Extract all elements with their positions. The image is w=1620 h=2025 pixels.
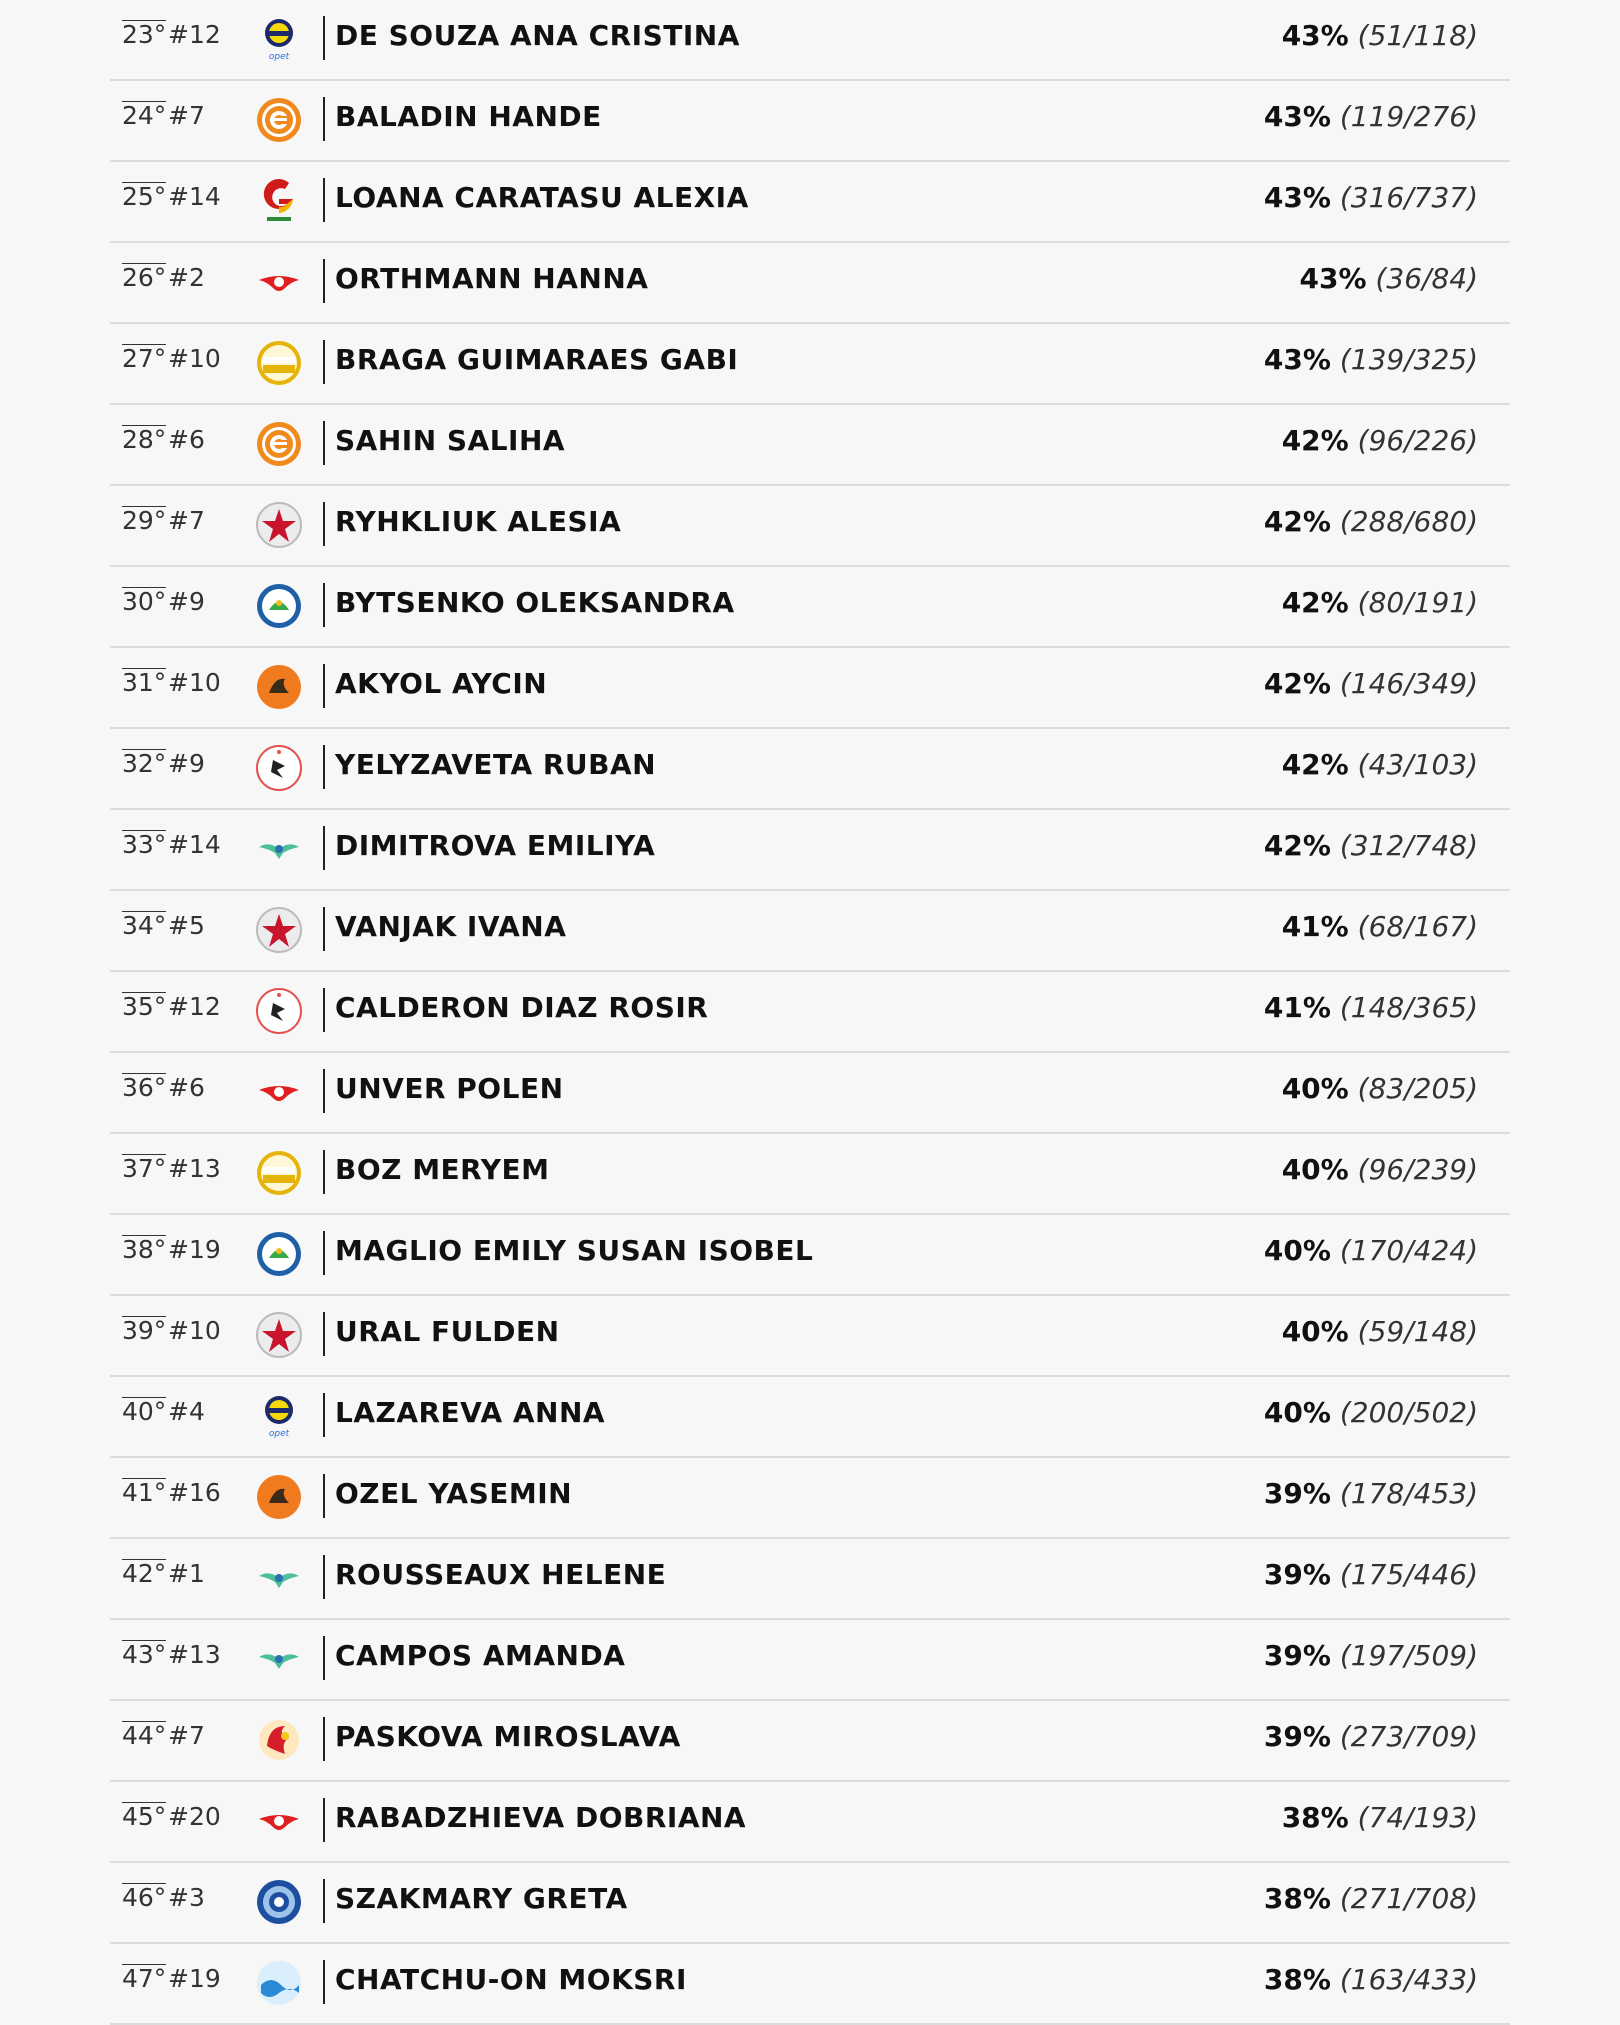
vakifbank-logo-icon — [255, 339, 303, 387]
stat-value — [1282, 1152, 1478, 1188]
rank-position: 31° — [122, 668, 167, 697]
player-name[interactable]: RABADZHIEVA DOBRIANA — [335, 1801, 747, 1834]
samsun-logo-icon — [255, 987, 303, 1035]
player-name[interactable]: URAL FULDEN — [335, 1315, 560, 1348]
stat-percentage: 42% — [1263, 667, 1331, 700]
stat-percentage: 41% — [1263, 991, 1331, 1024]
blue-seal-logo-icon — [255, 1878, 303, 1926]
player-name[interactable]: CALDERON DIAZ ROSIR — [335, 991, 709, 1024]
rank-position: 33° — [122, 830, 167, 859]
jersey-number: #13 — [168, 1640, 221, 1669]
player-name[interactable]: BRAGA GUIMARAES GABI — [335, 343, 739, 376]
stat-percentage: 40% — [1281, 1072, 1349, 1105]
stat-value — [1264, 1476, 1478, 1512]
divider — [323, 502, 325, 546]
stat-fraction: (175/446) — [1339, 1558, 1478, 1591]
divider — [323, 907, 325, 951]
stat-fraction: (197/509) — [1339, 1639, 1478, 1672]
table-row[interactable] — [110, 729, 1510, 810]
table-row[interactable] — [110, 1701, 1510, 1782]
stat-value — [1282, 18, 1478, 54]
stat-value — [1282, 909, 1478, 945]
stat-value — [1264, 990, 1478, 1026]
stat-value — [1264, 1719, 1478, 1755]
stat-value — [1264, 180, 1478, 216]
rank-position: 25° — [122, 182, 167, 211]
table-row[interactable] — [110, 1458, 1510, 1539]
table-row[interactable] — [110, 162, 1510, 243]
table-row[interactable] — [110, 1782, 1510, 1863]
nilufer-logo-icon — [255, 1230, 303, 1278]
stat-percentage: 42% — [1263, 505, 1331, 538]
divider — [323, 421, 325, 465]
stat-value — [1264, 504, 1478, 540]
stat-fraction: (96/239) — [1357, 1153, 1478, 1186]
galatasaray-logo-icon — [255, 177, 303, 225]
stat-fraction: (83/205) — [1357, 1072, 1478, 1105]
nilufer-logo-icon — [255, 582, 303, 630]
rank-position: 39° — [122, 1316, 167, 1345]
player-name[interactable]: SZAKMARY GRETA — [335, 1882, 628, 1915]
rank-position: 35° — [122, 992, 167, 1021]
stat-value — [1282, 423, 1478, 459]
stat-fraction: (139/325) — [1339, 343, 1478, 376]
divider — [323, 16, 325, 60]
divider — [323, 178, 325, 222]
rank-position: 29° — [122, 506, 167, 535]
table-row[interactable] — [110, 1620, 1510, 1701]
rank-position: 42° — [122, 1559, 167, 1588]
orange-club-logo-icon — [255, 663, 303, 711]
stat-fraction: (312/748) — [1339, 829, 1478, 862]
stat-value — [1282, 585, 1478, 621]
jersey-number: #12 — [168, 20, 221, 49]
eczacibasi-logo-icon — [255, 96, 303, 144]
stat-percentage: 43% — [1299, 262, 1367, 295]
player-name[interactable]: LAZAREVA ANNA — [335, 1396, 606, 1429]
table-row[interactable] — [110, 891, 1510, 972]
stat-fraction: (43/103) — [1357, 748, 1478, 781]
divider — [323, 259, 325, 303]
ranking-list — [110, 0, 1510, 2025]
stat-value — [1282, 1800, 1478, 1836]
stat-value — [1282, 1314, 1478, 1350]
divider — [323, 1879, 325, 1923]
stat-percentage: 39% — [1263, 1639, 1331, 1672]
divider — [323, 1960, 325, 2004]
table-row[interactable] — [110, 324, 1510, 405]
stat-fraction: (200/502) — [1339, 1396, 1478, 1429]
stat-percentage: 42% — [1281, 424, 1349, 457]
table-row[interactable] — [110, 1134, 1510, 1215]
player-name[interactable]: UNVER POLEN — [335, 1072, 564, 1105]
player-name[interactable]: PASKOVA MIROSLAVA — [335, 1720, 681, 1753]
stat-fraction: (51/118) — [1357, 19, 1478, 52]
jersey-number: #19 — [168, 1964, 221, 1993]
jersey-number: #19 — [168, 1235, 221, 1264]
rank-position: 45° — [122, 1802, 167, 1831]
player-name[interactable]: SAHIN SALIHA — [335, 424, 566, 457]
rank-position: 41° — [122, 1478, 167, 1507]
table-row[interactable] — [110, 0, 1510, 81]
jersey-number: #5 — [168, 911, 205, 940]
stat-fraction: (178/453) — [1339, 1477, 1478, 1510]
fenerbahce-opet-logo-icon — [255, 1392, 303, 1440]
player-name[interactable]: BOZ MERYEM — [335, 1153, 550, 1186]
stat-percentage: 42% — [1263, 829, 1331, 862]
rank-position: 30° — [122, 587, 167, 616]
jersey-number: #20 — [168, 1802, 221, 1831]
player-name[interactable]: ROUSSEAUX HELENE — [335, 1558, 667, 1591]
jersey-number: #9 — [168, 587, 205, 616]
rank-position: 44° — [122, 1721, 167, 1750]
divider — [323, 97, 325, 141]
stat-value — [1264, 666, 1478, 702]
jersey-number: #6 — [168, 425, 205, 454]
jersey-number: #2 — [168, 263, 205, 292]
jersey-number: #14 — [168, 182, 221, 211]
fenerbahce-opet-logo-icon — [255, 15, 303, 63]
stat-value — [1264, 1395, 1478, 1431]
jersey-number: #12 — [168, 992, 221, 1021]
stat-value — [1264, 1881, 1478, 1917]
player-name[interactable]: CAMPOS AMANDA — [335, 1639, 626, 1672]
stat-fraction: (170/424) — [1339, 1234, 1478, 1267]
jersey-number: #9 — [168, 749, 205, 778]
divider — [323, 745, 325, 789]
divider — [323, 826, 325, 870]
table-row[interactable] — [110, 1296, 1510, 1377]
jersey-number: #14 — [168, 830, 221, 859]
stat-fraction: (59/148) — [1357, 1315, 1478, 1348]
player-name[interactable]: BYTSENKO OLEKSANDRA — [335, 586, 735, 619]
stat-percentage: 38% — [1263, 1882, 1331, 1915]
rank-position: 26° — [122, 263, 167, 292]
rank-position: 43° — [122, 1640, 167, 1669]
stat-value — [1264, 342, 1478, 378]
rank-position: 38° — [122, 1235, 167, 1264]
stat-percentage: 43% — [1281, 19, 1349, 52]
player-name[interactable]: MAGLIO EMILY SUSAN ISOBEL — [335, 1234, 814, 1267]
player-name[interactable]: RYHKLIUK ALESIA — [335, 505, 622, 538]
table-row[interactable] — [110, 1215, 1510, 1296]
jersey-number: #10 — [168, 344, 221, 373]
divider — [323, 988, 325, 1032]
jersey-number: #16 — [168, 1478, 221, 1507]
rank-position: 28° — [122, 425, 167, 454]
jersey-number: #13 — [168, 1154, 221, 1183]
orange-club-logo-icon — [255, 1473, 303, 1521]
rank-position: 36° — [122, 1073, 167, 1102]
jersey-number: #1 — [168, 1559, 205, 1588]
stat-percentage: 40% — [1281, 1153, 1349, 1186]
stat-percentage: 42% — [1281, 748, 1349, 781]
player-name[interactable]: YELYZAVETA RUBAN — [335, 748, 657, 781]
stat-percentage: 43% — [1263, 181, 1331, 214]
rank-position: 24° — [122, 101, 167, 130]
table-row[interactable] — [110, 1863, 1510, 1944]
jersey-number: #4 — [168, 1397, 205, 1426]
stat-percentage: 42% — [1281, 586, 1349, 619]
player-name[interactable]: VANJAK IVANA — [335, 910, 567, 943]
stat-value — [1300, 261, 1478, 297]
divider — [323, 1312, 325, 1356]
phoenix-logo-icon — [255, 1716, 303, 1764]
player-name[interactable]: DE SOUZA ANA CRISTINA — [335, 19, 740, 52]
rank-position: 40° — [122, 1397, 167, 1426]
rank-position: 23° — [122, 20, 167, 49]
table-row[interactable] — [110, 1539, 1510, 1620]
table-row[interactable] — [110, 972, 1510, 1053]
table-row[interactable] — [110, 810, 1510, 891]
stat-fraction: (68/167) — [1357, 910, 1478, 943]
stat-percentage: 38% — [1263, 1963, 1331, 1996]
stat-value — [1264, 1962, 1478, 1998]
jersey-number: #10 — [168, 1316, 221, 1345]
aydin-logo-icon — [255, 1635, 303, 1683]
stat-percentage: 41% — [1281, 910, 1349, 943]
divider — [323, 1555, 325, 1599]
stat-fraction: (316/737) — [1339, 181, 1478, 214]
table-row[interactable] — [110, 405, 1510, 486]
divider — [323, 1474, 325, 1518]
player-name[interactable]: ORTHMANN HANNA — [335, 262, 649, 295]
player-name[interactable]: OZEL YASEMIN — [335, 1477, 573, 1510]
stat-percentage: 40% — [1263, 1234, 1331, 1267]
stat-percentage: 43% — [1263, 100, 1331, 133]
stat-fraction: (74/193) — [1357, 1801, 1478, 1834]
rank-position: 27° — [122, 344, 167, 373]
player-name[interactable]: CHATCHU-ON MOKSRI — [335, 1963, 687, 1996]
table-row[interactable] — [110, 1377, 1510, 1458]
red-star-logo-icon — [255, 906, 303, 954]
rank-position: 32° — [122, 749, 167, 778]
player-name[interactable]: LOANA CARATASU ALEXIA — [335, 181, 749, 214]
player-name[interactable]: DIMITROVA EMILIYA — [335, 829, 656, 862]
rank-position: 34° — [122, 911, 167, 940]
divider — [323, 1798, 325, 1842]
stat-fraction: (273/709) — [1339, 1720, 1478, 1753]
divider — [323, 340, 325, 384]
jersey-number: #10 — [168, 668, 221, 697]
table-row[interactable] — [110, 81, 1510, 162]
player-name[interactable]: BALADIN HANDE — [335, 100, 602, 133]
stat-fraction: (163/433) — [1339, 1963, 1478, 1996]
stat-value — [1264, 828, 1478, 864]
rank-position: 37° — [122, 1154, 167, 1183]
divider — [323, 1636, 325, 1680]
rank-position: 46° — [122, 1883, 167, 1912]
jersey-number: #7 — [168, 506, 205, 535]
stat-value — [1264, 1638, 1478, 1674]
stat-percentage: 43% — [1263, 343, 1331, 376]
divider — [323, 1717, 325, 1761]
red-star-logo-icon — [255, 1311, 303, 1359]
stat-value — [1264, 99, 1478, 135]
thy-logo-icon — [255, 1068, 303, 1116]
stat-percentage: 40% — [1263, 1396, 1331, 1429]
stat-value — [1282, 1071, 1478, 1107]
divider — [323, 1150, 325, 1194]
stat-fraction: (148/365) — [1339, 991, 1478, 1024]
stat-percentage: 38% — [1281, 1801, 1349, 1834]
stat-fraction: (271/708) — [1339, 1882, 1478, 1915]
stat-fraction: (146/349) — [1339, 667, 1478, 700]
jersey-number: #3 — [168, 1883, 205, 1912]
stat-fraction: (80/191) — [1357, 586, 1478, 619]
red-star-logo-icon — [255, 501, 303, 549]
stat-fraction: (96/226) — [1357, 424, 1478, 457]
jersey-number: #7 — [168, 101, 205, 130]
stat-fraction: (36/84) — [1375, 262, 1478, 295]
divider — [323, 583, 325, 627]
vakifbank-logo-icon — [255, 1149, 303, 1197]
divider — [323, 664, 325, 708]
aydin-logo-icon — [255, 825, 303, 873]
thy-logo-icon — [255, 258, 303, 306]
divider — [323, 1231, 325, 1275]
divider — [323, 1393, 325, 1437]
stat-percentage: 39% — [1263, 1720, 1331, 1753]
samsun-logo-icon — [255, 744, 303, 792]
wave-logo-icon — [255, 1959, 303, 2007]
stat-fraction: (119/276) — [1339, 100, 1478, 133]
divider — [323, 1069, 325, 1113]
stat-percentage: 39% — [1263, 1477, 1331, 1510]
table-row[interactable] — [110, 1053, 1510, 1134]
jersey-number: #7 — [168, 1721, 205, 1750]
thy-logo-icon — [255, 1797, 303, 1845]
stat-value — [1264, 1557, 1478, 1593]
stat-percentage: 40% — [1281, 1315, 1349, 1348]
jersey-number: #6 — [168, 1073, 205, 1102]
eczacibasi-logo-icon — [255, 420, 303, 468]
table-row[interactable] — [110, 243, 1510, 324]
stat-percentage: 39% — [1263, 1558, 1331, 1591]
table-row[interactable] — [110, 648, 1510, 729]
table-row[interactable] — [110, 486, 1510, 567]
player-name[interactable]: AKYOL AYCIN — [335, 667, 548, 700]
table-row[interactable] — [110, 567, 1510, 648]
rank-position: 47° — [122, 1964, 167, 1993]
stat-value — [1282, 747, 1478, 783]
stat-value — [1264, 1233, 1478, 1269]
stat-fraction: (288/680) — [1339, 505, 1478, 538]
aydin-logo-icon — [255, 1554, 303, 1602]
